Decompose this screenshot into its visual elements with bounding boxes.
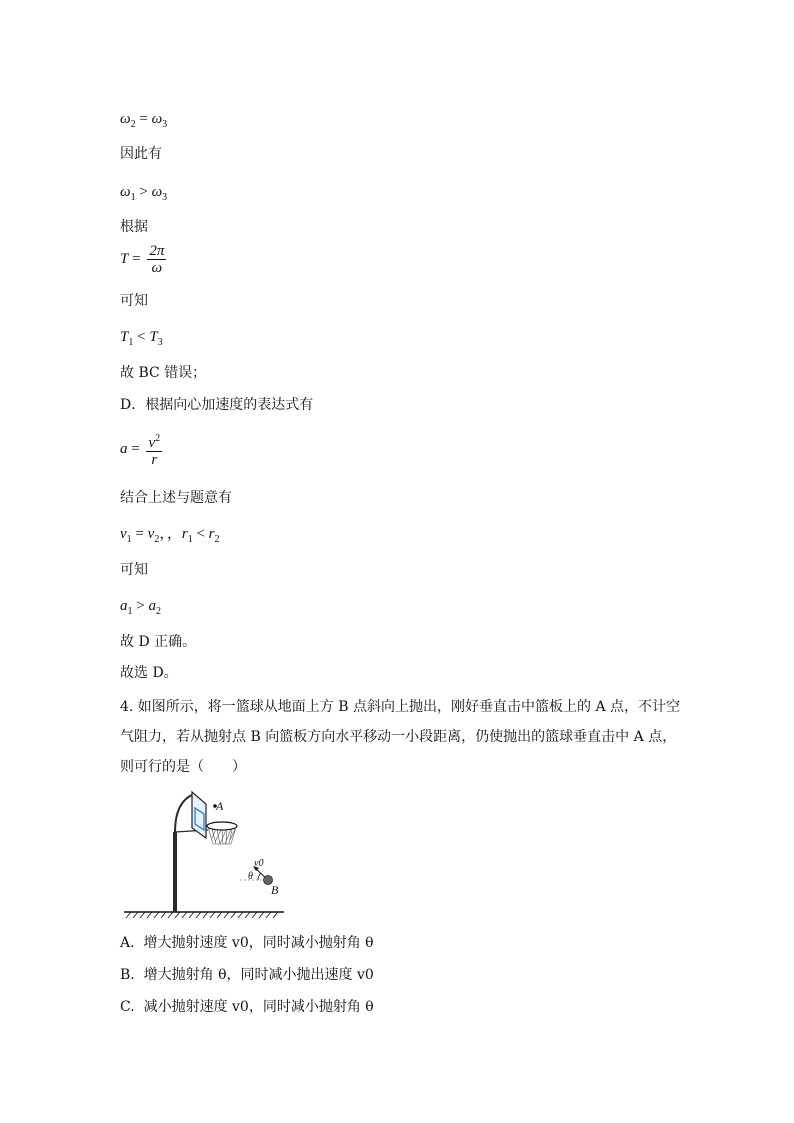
pole-arm (175, 794, 194, 832)
denominator: r (151, 452, 158, 468)
hoop-pole (173, 832, 177, 912)
omega-symbol: ω (151, 111, 163, 127)
radius-symbol: r (208, 526, 215, 542)
equals-sign: = (131, 526, 148, 542)
subscript: 3 (162, 119, 168, 130)
period-symbol: T (149, 329, 158, 345)
subscript: 1 (127, 606, 133, 617)
subscript: 2 (155, 606, 161, 617)
text-line: 可知 (120, 293, 148, 309)
option-text: 增大抛射速度 v0，同时减小抛射角 θ (143, 935, 374, 951)
equation-omega1-gt-omega3 (120, 183, 167, 207)
subscript: 2 (154, 534, 160, 545)
text-line: 故选 D。 (120, 665, 178, 681)
omega-symbol: ω (120, 184, 131, 200)
text-line: 因此有 (120, 146, 162, 162)
option-a[interactable] (120, 934, 374, 952)
option-text: 减小抛射速度 v0，同时减小抛射角 θ (143, 999, 374, 1015)
option-text: 增大抛射角 θ，同时减小抛出速度 v0 (143, 967, 374, 983)
label-theta: θ (248, 871, 253, 882)
option-b[interactable] (120, 966, 374, 984)
subscript: 1 (187, 534, 193, 545)
greater-sign: > (132, 598, 149, 614)
period-symbol: T (120, 250, 129, 267)
equals-sign: = (135, 111, 152, 127)
velocity-symbol: v (147, 526, 155, 542)
equation-v-and-r (120, 525, 220, 549)
subscript: 2 (130, 119, 136, 130)
option-letter: A. (120, 935, 135, 951)
text-line: 故 BC 错误； (120, 365, 207, 381)
acceleration-symbol: a (120, 440, 128, 457)
subscript: 3 (162, 192, 168, 203)
equation-centripetal (120, 431, 162, 468)
angle-arc (258, 873, 261, 880)
acceleration-symbol: a (120, 598, 128, 614)
label-a: A (216, 799, 224, 813)
text-line: 根据 (120, 219, 148, 235)
text-line: D．根据向心加速度的表达式有 (120, 397, 314, 413)
subscript: 1 (128, 337, 134, 348)
comma: ， (166, 526, 182, 542)
equation-t1-lt-t3 (120, 328, 163, 352)
fraction (146, 431, 162, 468)
subscript: 1 (126, 534, 132, 545)
option-letter: B. (120, 967, 135, 983)
question-stem: 4. 如图所示，将一篮球从地面上方 B 点斜向上抛出，刚好垂直击中篮板上的 A 点，不计空气阻力，若从抛射点 B 向篮板方向水平移动一小段距离，仍使抛出的篮球垂直击中 A 点，则可行的是（ ） (120, 699, 681, 775)
numerator (146, 431, 162, 452)
subscript: 2 (214, 534, 220, 545)
subscript: 3 (157, 337, 163, 348)
hoop-rim (207, 822, 237, 830)
option-c[interactable] (120, 998, 374, 1016)
ground-hatch (126, 912, 278, 918)
greater-sign: > (135, 184, 152, 200)
equation-period (120, 243, 166, 276)
comma: ， (159, 526, 167, 542)
denominator: ω (151, 260, 163, 276)
acceleration-symbol: a (148, 598, 156, 614)
label-b: B (271, 883, 279, 897)
velocity-symbol: v (148, 435, 156, 451)
equation-omega2-eq-omega3 (120, 110, 167, 134)
velocity-symbol: v (120, 526, 127, 542)
superscript: 2 (155, 433, 161, 444)
less-sign: < (192, 526, 209, 542)
omega-symbol: ω (151, 184, 163, 200)
fraction (147, 243, 166, 276)
less-sign: < (133, 329, 150, 345)
numerator: 2π (149, 243, 165, 259)
label-v0: v0 (254, 858, 264, 869)
equals-sign: = (128, 250, 145, 267)
basketball-figure (122, 788, 288, 920)
omega-symbol: ω (120, 111, 131, 127)
equals-sign: = (127, 440, 144, 457)
equation-a1-gt-a2 (120, 597, 161, 621)
text-line: 结合上述与题意有 (120, 490, 232, 506)
radius-symbol: r (181, 526, 188, 542)
option-letter: C. (120, 999, 135, 1015)
text-line: 可知 (120, 562, 148, 578)
period-symbol: T (120, 329, 129, 345)
text-line: 故 D 正确。 (120, 634, 197, 650)
subscript: 1 (130, 192, 136, 203)
